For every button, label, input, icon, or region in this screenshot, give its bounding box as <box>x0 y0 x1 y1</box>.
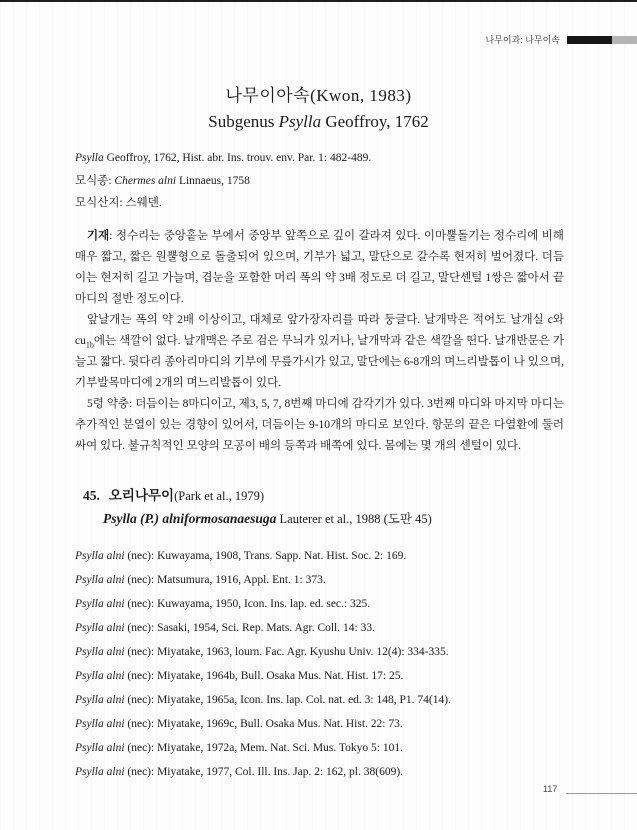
reference-line <box>75 640 575 664</box>
reference-taxon-italic: Psylla alni <box>75 670 125 682</box>
species-latin-author: Lauterer et al., 1988 (도판 45) <box>276 512 432 526</box>
subgenus-title-latin <box>0 112 637 132</box>
species-number: 45. <box>83 488 100 503</box>
running-header-title: 나무이과: 나무이속 <box>485 35 560 45</box>
reference-taxon-italic: Psylla alni <box>75 742 125 754</box>
reference-taxon-italic: Psylla alni <box>75 550 125 562</box>
running-header <box>485 33 637 46</box>
subgenus-title-block <box>0 81 637 132</box>
page-number: 117 <box>543 784 558 794</box>
species-heading <box>83 484 583 527</box>
description-section <box>75 226 564 457</box>
page-top-edge <box>0 0 637 2</box>
type-locality-line: 모식산지: 스웨덴. <box>75 197 162 209</box>
reference-text: (nec): Sasaki, 1954, Sci. Rep. Mats. Agr. Coll. 14: 33. <box>124 622 375 634</box>
type-species-label: 모식종: <box>75 174 115 187</box>
description-paragraph-2 <box>75 310 564 394</box>
wing-cell-subscript: 1b <box>85 340 94 350</box>
species-name-korean: 오리나무이 <box>108 488 175 503</box>
reference-taxon-italic: Psylla alni <box>75 718 125 730</box>
description-p1-text: : 정수리는 중앙홑눈 부에서 중앙부 앞쪽으로 깊이 갈라져 있다. 이마뿔돌기는 정수리에 비해 매우 짧고, 짧은 원뿔형으로 돌출되어 있으며, 기부가 넓고, 말단으로 갈수록 현저히 벌어졌다. 더듬이는 현저히 길고 가늘며, 겹눈을 포함한 머리 폭의 약 3배 정도로 더 길고, 말단센털 1쌍은 짧아서 끝마디의 절반 정도이다. <box>75 230 564 305</box>
header-bar-black <box>567 36 612 44</box>
reference-line <box>75 760 575 784</box>
type-species-line <box>75 170 575 193</box>
species-korean-author: (Park et al., 1979) <box>174 489 264 503</box>
subgenus-citation-block <box>75 147 575 215</box>
reference-text: (nec): Kuwayama, 1950, Icon. Ins. lap. ed. sec.: 325. <box>124 598 371 610</box>
synonymy-reference-list <box>75 544 575 784</box>
reference-text: (nec): Miyatake, 1964b, Bull. Osaka Mus. Nat. Hist. 17: 25. <box>124 670 404 682</box>
original-citation-line <box>75 147 575 170</box>
description-p2-post: 에는 색깔이 없다. 날개맥은 주로 검은 무늬가 있거나, 날개막과 같은 색깔을 띤다. 날개반문은 가늘고 짧다. 뒷다리 종아리마디의 기부에 무릎가시가 있고, 말단에는 6-8개의 며느리발톱이 나 있으며, 기부발목마디에 2개의 며느리발톱이 있다. <box>75 335 564 389</box>
subgenus-title-korean: 나무이아속(Kwon, 1983) <box>225 86 412 105</box>
reference-line <box>75 592 575 616</box>
reference-line <box>75 664 575 688</box>
reference-taxon-italic: Psylla alni <box>75 598 125 610</box>
reference-text: (nec): Kuwayama, 1908, Trans. Sapp. Nat. Hist. Soc. 2: 169. <box>124 550 407 562</box>
species-name-latin: Psylla (P.) alniformosanaesuga <box>103 511 277 526</box>
description-paragraph-1 <box>75 226 564 310</box>
reference-line <box>75 688 575 712</box>
reference-taxon-italic: Psylla alni <box>75 766 125 778</box>
reference-line <box>75 736 575 760</box>
reference-taxon-italic: Psylla alni <box>75 646 125 658</box>
description-p2-pre: 앞날개는 폭의 약 2배 이상이고, 대체로 앞가장자리를 따라 둥글다. 날개막은 적어도 날개실 c와 cu <box>75 314 564 347</box>
reference-line <box>75 712 575 736</box>
species-heading-latin-line <box>103 509 583 527</box>
type-species-italic: Chermes alni <box>114 174 177 187</box>
header-bar-gray <box>612 36 637 44</box>
reference-taxon-italic: Psylla alni <box>75 694 125 706</box>
reference-line <box>75 568 575 592</box>
reference-line <box>75 616 575 640</box>
reference-taxon-italic: Psylla alni <box>75 574 125 586</box>
subtitle-pre: Subgenus <box>208 112 279 131</box>
type-species-rest: Linnaeus, 1758 <box>176 174 250 187</box>
reference-taxon-italic: Psylla alni <box>75 622 125 634</box>
footer-rule <box>566 793 637 794</box>
description-paragraph-3: 5령 약충: 더듬이는 8마디이고, 제3, 5, 7, 8번째 마디에 감각기가 있다. 3번째 마디와 마지막 마디는 추가적인 분열이 있는 경향이 있어서, 더듬이는 9-10개의 마디로 보인다. 항문의 끝은 다열환에 둘러싸여 있다. 불규칙적인 모양의 모공이 배의 등쪽과 배쪽에 있다. 몸에는 몇 개의 센털이 있다. <box>75 398 564 452</box>
subtitle-post: Geoffroy, 1762 <box>321 112 429 131</box>
citation-genus-italic: Psylla <box>75 152 104 164</box>
reference-text: (nec): Matsumura, 1916, Appl. Ent. 1: 373. <box>124 574 326 586</box>
reference-text: (nec): Miyatake, 1969c, Bull. Osaka Mus. Nat. Hist. 22: 73. <box>124 718 403 730</box>
reference-text: (nec): Miyatake, 1963, lourn. Fac. Agr. Kyushu Univ. 12(4): 334-335. <box>124 646 449 658</box>
citation-rest: Geoffroy, 1762, Hist. abr. Ins. trouv. env. Par. 1: 482-489. <box>103 152 372 164</box>
subtitle-genus-italic: Psylla <box>278 112 322 131</box>
reference-text: (nec): Miyatake, 1972a, Mem. Nat. Sci. Mus. Tokyo 5: 101. <box>124 742 403 754</box>
reference-text: (nec): Miyatake, 1965a, Icon. Ins. lap. Col. nat. ed. 3: 148, P1. 74(14). <box>124 694 451 706</box>
reference-text: (nec): Miyatake, 1977, Col. Ill. Ins. Jap. 2: 162, pl. 38(609). <box>124 766 404 778</box>
description-label-bold: 기재 <box>87 230 110 242</box>
species-heading-korean-line <box>83 484 583 504</box>
reference-line <box>75 544 575 568</box>
